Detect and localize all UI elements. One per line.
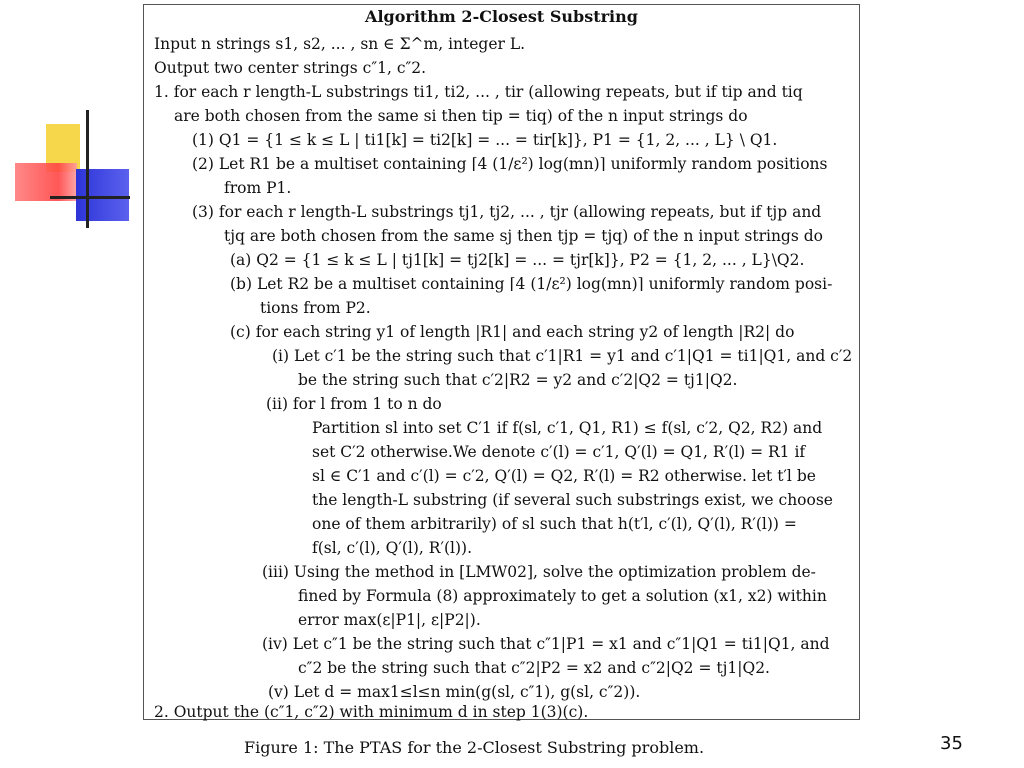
- algorithm-box: [143, 4, 860, 720]
- algorithm-line: tions from P2.: [260, 299, 371, 317]
- decorative-logo: [0, 110, 140, 230]
- algorithm-line: the length-L substring (if several such substrings exist, we choose: [312, 491, 833, 509]
- algorithm-line: Partition sl into set C′1 if f(sl, c′1, Q1, R1) ≤ f(sl, c′2, Q2, R2) and: [312, 419, 823, 437]
- algorithm-title: Algorithm 2-Closest Substring: [365, 7, 638, 26]
- algorithm-line: Output two center strings c″1, c″2.: [154, 59, 427, 77]
- algorithm-line: are both chosen from the same si then tip = tiq) of the n input strings do: [174, 107, 748, 125]
- algorithm-line: fined by Formula (8) approximately to get a solution (x1, x2) within: [298, 587, 827, 605]
- figure-caption: Figure 1: The PTAS for the 2-Closest Substring problem.: [244, 738, 705, 757]
- algorithm-line: (iii) Using the method in [LMW02], solve the optimization problem de-: [262, 563, 816, 581]
- algorithm-line: error max(ε|P1|, ε|P2|).: [298, 611, 481, 629]
- page-number: 35: [940, 733, 963, 754]
- algorithm-line: (1) Q1 = {1 ≤ k ≤ L | ti1[k] = ti2[k] = ... = tir[k]}, P1 = {1, 2, ... , L} \ Q1.: [192, 131, 778, 149]
- algorithm-line: 2. Output the (c″1, c″2) with minimum d in step 1(3)(c).: [154, 703, 589, 721]
- algorithm-line: (a) Q2 = {1 ≤ k ≤ L | tj1[k] = tj2[k] = ... = tjr[k]}, P2 = {1, 2, ... , L}\Q2.: [230, 251, 805, 269]
- algorithm-line: set C′2 otherwise.We denote c′(l) = c′1, Q′(l) = Q1, R′(l) = R1 if: [312, 443, 806, 461]
- logo-vertical-line: [86, 110, 89, 228]
- algorithm-line: be the string such that c′2|R2 = y2 and c′2|Q2 = tj1|Q2.: [298, 371, 738, 389]
- algorithm-line: (2) Let R1 be a multiset containing ⌈4 (1/ε²) log(mn)⌉ uniformly random positions: [192, 155, 828, 173]
- algorithm-line: one of them arbitrarily) of sl such that h(t′l, c′(l), Q′(l), R′(l)) =: [312, 515, 797, 533]
- algorithm-line: c″2 be the string such that c″2|P2 = x2 and c″2|Q2 = tj1|Q2.: [298, 659, 770, 677]
- algorithm-line: (ii) for l from 1 to n do: [266, 395, 442, 413]
- algorithm-line: f(sl, c′(l), Q′(l), R′(l)).: [312, 539, 473, 557]
- algorithm-line: sl ∈ C′1 and c′(l) = c′2, Q′(l) = Q2, R′(l) = R2 otherwise. let t′l be: [312, 467, 816, 485]
- algorithm-line: 1. for each r length-L substrings ti1, ti2, ... , tir (allowing repeats, but if tip and tiq: [154, 83, 803, 101]
- algorithm-line: (c) for each string y1 of length |R1| and each string y2 of length |R2| do: [230, 323, 795, 341]
- algorithm-line: from P1.: [224, 179, 292, 197]
- algorithm-line: (b) Let R2 be a multiset containing ⌈4 (1/ε²) log(mn)⌉ uniformly random posi-: [230, 275, 833, 293]
- logo-horizontal-line: [50, 196, 130, 199]
- algorithm-line: (3) for each r length-L substrings tj1, tj2, ... , tjr (allowing repeats, but if tjp and: [192, 203, 822, 221]
- logo-blue-square: [76, 169, 129, 221]
- algorithm-line: tjq are both chosen from the same sj then tjp = tjq) of the n input strings do: [224, 227, 823, 245]
- algorithm-line: (v) Let d = max1≤l≤n min(g(sl, c″1), g(sl, c″2)).: [268, 683, 641, 701]
- algorithm-line: Input n strings s1, s2, ... , sn ∈ Σ^m, integer L.: [154, 35, 526, 53]
- algorithm-line: (i) Let c′1 be the string such that c′1|R1 = y1 and c′1|Q1 = ti1|Q1, and c′2: [272, 347, 853, 365]
- algorithm-line: (iv) Let c″1 be the string such that c″1|P1 = x1 and c″1|Q1 = ti1|Q1, and: [262, 635, 830, 653]
